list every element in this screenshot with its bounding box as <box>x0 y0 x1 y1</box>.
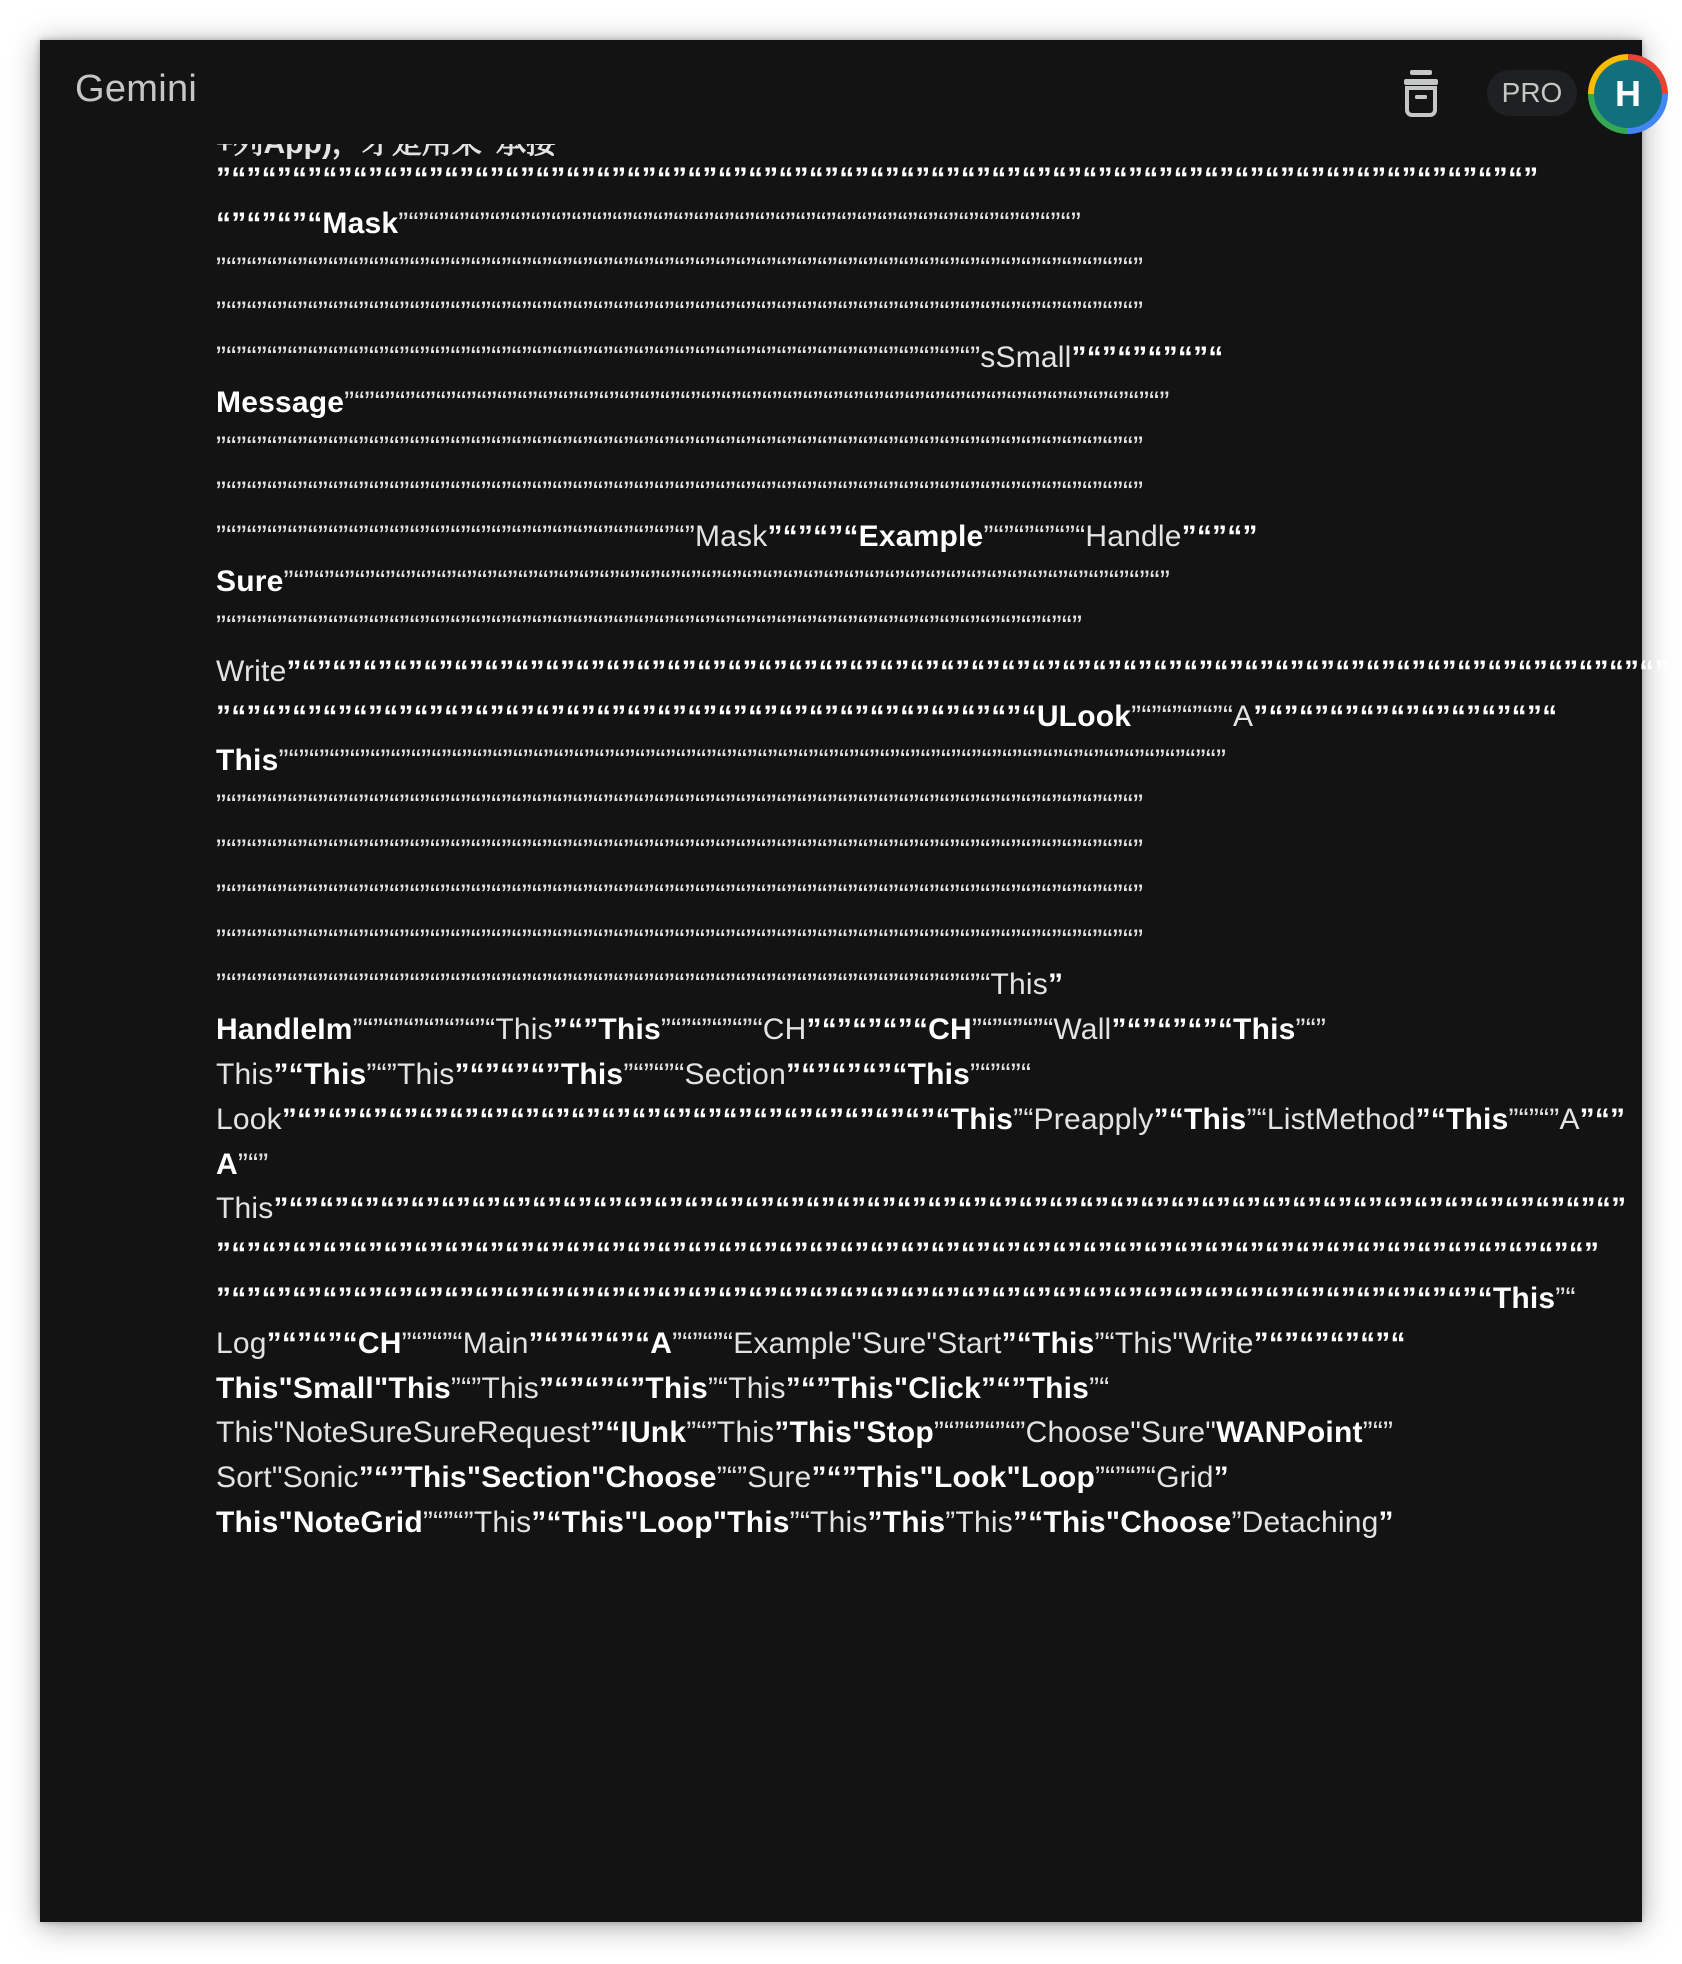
bold-text-segment: ” <box>1047 968 1064 1002</box>
text-line <box>216 431 1143 465</box>
bold-text-segment: Click <box>908 1371 981 1405</box>
text-segment: ”“” <box>1295 1013 1327 1047</box>
bold-text-segment: This <box>727 1506 790 1539</box>
text-segment: ”“”“”“”“”“”“”“”“”“”“”“”“”“”“”“”“”“”“”“”“”“”“”“”“”“”“”“”“”“”“”“”“”“”“”“”“”“”“”“”“”“”“”“”“”“” <box>216 251 1144 285</box>
bold-text-segment: ”“”“”“”“”“”“”“”“”“”“”“”“”“”“”“”“”“”“”“”“”“”“”“”“”“”“”“ <box>216 699 1037 733</box>
bold-text-segment: “”“”“”“ <box>216 206 323 240</box>
text-segment: Example <box>733 1326 852 1360</box>
bold-text-segment: Section <box>481 1461 592 1495</box>
text-segment: This <box>495 1013 553 1047</box>
text-segment: ”“ <box>707 1371 729 1405</box>
bold-text-segment: " <box>712 1506 728 1539</box>
text-segment: This <box>216 1058 274 1091</box>
text-segment: Mask <box>694 520 768 554</box>
bold-text-segment: This <box>388 1371 451 1405</box>
bold-text-segment: ”“”“”“”“”“ <box>1253 1326 1406 1360</box>
bold-text-segment: " <box>278 1506 293 1539</box>
text-segment: ”“”“” <box>1508 1102 1560 1136</box>
text-segment: Choose <box>1025 1416 1131 1450</box>
bold-text-segment: " <box>1006 1461 1021 1495</box>
bold-text-segment: IUnk <box>620 1416 687 1450</box>
text-segment: Handle <box>1085 520 1182 554</box>
bold-text-segment: A <box>650 1326 673 1360</box>
bold-text-segment: This <box>1233 1013 1296 1047</box>
text-segment: ”“”“”“”“”“”“”“ <box>352 1013 496 1047</box>
text-segment: ”“”“”“”“”“”“”“”“”“”“”“”“”“”“”“”“”“”“”“”“”“”“”“”“”“”“”“”“”“”“”“”“”“”“”“”“”“”“”“”“”“”“”“”“”“”“” <box>278 744 1227 778</box>
text-line <box>216 1327 1406 1361</box>
text-segment: ”“”“”“ <box>970 1058 1032 1091</box>
text-segment: ”“”“”“”“” <box>933 1416 1026 1450</box>
bold-text-segment: ” <box>867 1506 883 1539</box>
text-segment: sSmall <box>980 341 1072 375</box>
bold-text-segment: This <box>1026 1371 1090 1405</box>
bold-text-segment: ”“”“”“” <box>538 1371 646 1405</box>
text-line <box>216 207 1081 241</box>
bold-text-segment: Example <box>858 520 984 554</box>
bold-text-segment: ”“”“”“”“”“”“”“”“”“”“”“”“”“”“”“”“”“”“”“”“”“”“”“”“”“”“”“”“”“”“”“”“”“”“”“”“”“”“”“”“”“”“”“”“”“” <box>216 1237 1600 1271</box>
text-segment: ”“”“”“”“ <box>971 1013 1054 1047</box>
text-segment: ”“”“”“”“”“”“”“”“”“”“”“”“”“”“”“”“”“”“”“”“”“”“”“”“”“”“”“”“”“”“”“”“”“”“”“”“”“”“”“”“”“”“”“”“”“” <box>216 923 1144 957</box>
text-segment: ”“” <box>686 1416 717 1450</box>
bold-text-segment: This <box>303 1058 367 1091</box>
text-segment: ”“”“”“”“”“”“”“”“”“”“”“”“”“”“”“”“”“”“”“”“”“”“”“”“”“”“”“”“”“”“”“”“”“”“”“”“”“”“”“”“” <box>344 386 1170 419</box>
response-text <box>216 144 1670 1922</box>
text-segment: NoteSureSureRequest <box>284 1416 590 1450</box>
bold-text-segment: ”“ <box>273 1058 304 1091</box>
bold-text-segment: ”“” <box>980 1371 1027 1405</box>
bold-text-segment: ”“” <box>811 1461 858 1495</box>
text-segment: ”“ <box>1246 1102 1267 1136</box>
bold-text-segment: ”“ <box>1153 1102 1184 1136</box>
text-segment: Sure <box>862 1326 927 1360</box>
text-segment: Sure <box>1141 1416 1206 1450</box>
bold-text-segment: ”“”“”“”“ <box>806 1013 929 1047</box>
text-segment: ”“”“”“ <box>401 1326 463 1360</box>
bold-text-segment: CH <box>357 1326 402 1360</box>
text-segment: ”“”“”“”“”“”“”“”“”“”“”“”“”“”“”“”“”“”“”“”“”“”“”“”“”“”“”“”“”“”“”“”“”“”“”“”“”“”“”“”“”“”“”“”“”“” <box>216 430 1144 464</box>
text-segment: " <box>851 1326 863 1360</box>
text-segment: ”“”“”“”“”“”“”“”“”“”“”“”“”“”“”“”“”“”“”“”“”“”“”“” <box>216 520 695 554</box>
avatar[interactable] <box>1588 54 1668 134</box>
bold-text-segment: ” <box>774 1416 790 1450</box>
bold-text-segment: This <box>645 1371 708 1405</box>
text-segment: ”“”“” <box>422 1506 474 1539</box>
text-segment: This <box>716 1416 775 1450</box>
text-segment: Wall <box>1053 1013 1112 1047</box>
text-segment: A <box>1233 699 1254 733</box>
bold-text-segment: This <box>857 1461 920 1495</box>
text-segment: This <box>810 1506 868 1539</box>
bold-text-segment: ”“ <box>1001 1326 1032 1360</box>
text-line <box>216 1372 1109 1406</box>
text-segment: Sort <box>216 1461 272 1495</box>
text-segment: ”“” <box>366 1058 397 1091</box>
text-segment: Write <box>1183 1326 1254 1360</box>
text-line <box>216 162 1538 196</box>
text-segment: ”“ <box>1555 1282 1576 1315</box>
bold-text-segment: ”“” <box>785 1371 832 1405</box>
bold-text-segment: " <box>373 1371 389 1405</box>
bold-text-segment: This <box>789 1416 852 1450</box>
text-segment: A <box>1559 1102 1580 1136</box>
bold-text-segment: This <box>1446 1102 1509 1136</box>
bold-text-segment: ”“”“”“”“ <box>1111 1013 1234 1047</box>
bold-text-segment: This <box>560 1058 624 1091</box>
text-segment: ”“ <box>789 1506 811 1539</box>
text-segment: ”“”“”“ <box>1094 1461 1157 1495</box>
text-segment: Section <box>684 1058 786 1091</box>
bold-text-segment: ”“”“”“”“ <box>785 1058 908 1091</box>
text-line <box>216 1192 1626 1226</box>
bold-text-segment: Choose <box>1120 1506 1232 1539</box>
bold-text-segment: " <box>278 1371 293 1405</box>
text-segment: ”“” <box>1362 1416 1394 1450</box>
text-line <box>216 1282 1576 1316</box>
text-segment: ”“”“”“ <box>623 1058 685 1091</box>
bold-text-segment: " <box>466 1461 482 1495</box>
text-line <box>216 386 1170 420</box>
text-segment: " <box>1172 1326 1184 1360</box>
text-segment: This <box>216 1192 274 1226</box>
bold-text-segment: ”“”“”“ <box>266 1326 358 1360</box>
bold-text-segment: ”“”“”“”“”“”“”“”“”“”“”“”“”“”“”“”“”“”“”“”“”“”“”“”“”“”“”“”“”“”“”“”“”“”“”“”“”“”“”“”“”“”“”“”“”“” <box>286 654 1670 688</box>
pro-badge[interactable]: PRO <box>1487 70 1577 116</box>
text-segment: This <box>955 1506 1013 1539</box>
text-segment: ”“”“”“”“”“”“”“”“”“”“”“”“”“”“”“”“”“”“”“”“”“”“”“”“”“”“”“”“”“”“”“”“”“”“”“”“”“”“”“”“”“”“”“”“”“” <box>216 296 1144 330</box>
text-segment: ”“”“”“”“”“”“”“”“”“”“”“”“”“”“”“”“”“”“”“”“”“”“”“”“”“”“”“”“”“”“”“”“”“”“”“”“”“”“”“”“”“”“”“”“”“” <box>216 878 1144 912</box>
text-segment: Sonic <box>282 1461 359 1495</box>
bold-text-segment: ”“” <box>552 1013 599 1047</box>
text-segment: ”“”“”“”“”“”“”“”“”“”“”“”“”“”“”“”“”“”“”“”“”“”“”“”“”“”“”“”“”“”“”“”“”“”“”“”“”“”“”“”“”“”“”“”“”“” <box>216 834 1144 867</box>
bold-text-segment: ” <box>1213 1461 1229 1495</box>
text-line <box>216 1013 1326 1047</box>
text-segment: " <box>926 1326 938 1360</box>
text-segment: Start <box>937 1326 1002 1360</box>
bold-text-segment: Choose <box>605 1461 717 1495</box>
bold-text-segment: " <box>893 1371 909 1405</box>
text-line <box>216 341 1224 375</box>
text-segment: ”“”“”“”“”“”“”“”“”“”“”“”“”“”“”“”“”“”“”“”“”“”“”“”“”“”“”“”“”“”“”“”“”“”“”“”“”“”“”“”“”“”“” <box>216 610 1083 643</box>
text-segment: " <box>273 1416 285 1450</box>
text-segment: ”“”“”“”“”“ <box>660 1013 763 1047</box>
bold-text-segment: ”“”“” <box>1181 520 1258 554</box>
top-bar <box>40 40 1642 144</box>
bold-text-segment: " <box>591 1461 606 1495</box>
bold-text-segment: This <box>216 744 279 778</box>
bold-text-segment: ”“”“”“”“ <box>528 1326 651 1360</box>
bold-text-segment: Loop <box>1020 1461 1095 1495</box>
text-line <box>216 700 1557 734</box>
text-segment: ”“”“”“”“”“”“”“”“”“”“”“”“”“”“”“”“”“”“”“”“”“”“”“”“”“”“”“”“”“”“”“”“”“”“”“”“”“”“”“”“”“”“”“”“”“” <box>216 475 1144 509</box>
bold-text-segment: ”“ <box>1012 1506 1044 1539</box>
bold-text-segment: ULook <box>1036 699 1132 733</box>
bold-text-segment: This <box>907 1058 971 1091</box>
text-line <box>216 1416 1393 1450</box>
text-segment: ”“” <box>450 1371 482 1405</box>
bold-text-segment: This <box>831 1371 894 1405</box>
bold-text-segment: ”“ <box>590 1416 621 1450</box>
trash-bin-icon[interactable] <box>1398 66 1444 118</box>
text-line <box>216 610 1082 644</box>
text-segment: Main <box>462 1326 529 1360</box>
bold-text-segment: NoteGrid <box>292 1506 423 1539</box>
text-line <box>216 924 1143 958</box>
text-segment: This <box>396 1058 455 1091</box>
text-line <box>216 879 1143 913</box>
bold-text-segment: ”“”“”“ <box>767 520 859 554</box>
text-line <box>216 296 1143 330</box>
text-segment: This <box>728 1371 786 1405</box>
text-segment: ”“”“”“”“”“”“”“”“”“”“”“”“”“”“”“”“”“”“”“”“”“”“”“”“”“”“”“”“”“”“”“”“”“”“”“”“”“”“ <box>216 968 991 1002</box>
bold-text-segment: " <box>1105 1506 1121 1539</box>
text-segment: This <box>990 968 1048 1002</box>
text-segment: ”“ <box>1089 1371 1110 1405</box>
text-segment: ”“ <box>1013 1102 1034 1136</box>
bold-text-segment: This <box>216 1371 279 1405</box>
bold-text-segment: Sure <box>216 565 284 599</box>
text-line <box>216 1506 1394 1540</box>
text-segment: This <box>216 1416 274 1450</box>
bold-text-segment: ” <box>1378 1506 1394 1539</box>
bold-text-segment: Mask <box>322 206 399 240</box>
bold-text-segment: ”“ <box>531 1506 562 1539</box>
text-line <box>216 655 1670 689</box>
bold-text-segment: This <box>216 1506 279 1539</box>
text-line <box>216 520 1258 554</box>
bold-text-segment: ”“”“”“”“”“”“”“”“”“”“”“”“”“”“”“”“”“”“”“”“”“”“”“”“”“”“”“”“”“”“”“”“”“”“”“”“”“”“”“”“”“”“”“” <box>216 162 1539 195</box>
text-segment: ”“”“”“”“”“”“”“”“”“”“”“”“”“”“”“”“”“”“”“”“”“”“”“”“”“”“”“”“”“”“”“”“”“”“”“”“”“”“”“”“”“”“”“” <box>283 565 1171 599</box>
text-segment: Write <box>216 654 287 688</box>
text-segment: ”“”“”“”“”“”“”“”“”“”“”“”“”“”“”“”“”“”“”“”“”“”“”“”“”“”“”“”“”“”“”“”“”“” <box>398 206 1082 240</box>
bold-text-segment: " <box>851 1416 867 1450</box>
bold-text-segment: ”“”“”“”“”“”“”“”“”“”“”“”“”“”“”“”“”“”“”“”“”“”“”“”“”“”“”“”“”“”“”“”“”“”“”“”“”“”“”“”“”“”“ <box>216 1282 1493 1315</box>
text-segment: ”“”“”“”“”“ <box>983 520 1086 554</box>
text-segment: Sure <box>747 1461 812 1495</box>
text-segment: ”“” <box>716 1461 748 1495</box>
text-line <box>216 744 1226 778</box>
text-line <box>216 1461 1229 1495</box>
bold-text-segment: CH <box>928 1013 972 1047</box>
text-line <box>216 565 1170 599</box>
text-segment: ListMethod <box>1266 1102 1416 1136</box>
text-segment: This <box>473 1506 532 1539</box>
bold-text-segment: This <box>561 1506 625 1539</box>
text-segment: Preapply <box>1033 1102 1154 1136</box>
text-segment: ”“ <box>1094 1326 1115 1360</box>
text-segment: Log <box>216 1326 267 1360</box>
avatar-initial: H <box>1594 60 1662 128</box>
bold-text-segment: HandleIm <box>216 1013 353 1047</box>
text-line <box>216 1058 1031 1092</box>
text-line <box>216 252 1143 286</box>
text-segment: " <box>1130 1416 1142 1450</box>
bold-text-segment: Look <box>933 1461 1007 1495</box>
text-line <box>216 1148 268 1182</box>
bold-text-segment: This <box>1032 1326 1095 1360</box>
text-segment: ”“”“”“”“”“”“”“”“”“”“”“”“”“”“”“”“”“”“”“”“”“”“”“”“”“”“”“”“”“”“”“”“”“”“”“”“”“”“”“”“”“”“”“”“”“” <box>216 789 1144 823</box>
bold-text-segment: ”“”“”“”“”“”“”“”“”“”“”“”“”“”“”“”“”“”“”“”“”“”“ <box>281 1102 951 1136</box>
bold-text-segment: This <box>1492 1282 1556 1315</box>
text-segment: Detaching <box>1241 1506 1379 1539</box>
text-segment: ”“”“”“”“”“ <box>1131 699 1234 733</box>
bold-text-segment: ”“” <box>358 1461 405 1495</box>
text-segment: ”“”“”“”“”“”“”“”“”“”“”“”“”“”“”“”“”“”“”“”“”“”“”“”“”“”“”“”“”“”“”“”“”“”“”“”“”“” <box>216 341 981 375</box>
text-segment: This <box>1114 1326 1173 1360</box>
bold-text-segment: Loop <box>638 1506 713 1539</box>
text-segment: ”“” <box>237 1147 269 1181</box>
bold-text-segment: Message <box>216 386 345 419</box>
text-segment: ” <box>1231 1506 1242 1539</box>
text-segment: ”“”“”“ <box>672 1326 734 1360</box>
app-title: Gemini <box>75 68 198 110</box>
text-segment: Grid <box>1156 1461 1214 1495</box>
bold-text-segment: WANPoint <box>1216 1416 1363 1450</box>
bold-text-segment: A <box>216 1147 238 1181</box>
bold-text-segment: ”“”“”“”“”“”“”“”“”“”“”“”“”“”“”“”“”“”“”“”“”“”“”“”“”“”“”“”“”“”“”“”“”“”“”“”“”“”“”“”“”“”“”“”“” <box>273 1192 1627 1226</box>
text-segment: " <box>271 1461 283 1495</box>
gemini-window <box>40 40 1670 1922</box>
bold-text-segment: This <box>598 1013 661 1047</box>
bold-text-segment: This <box>404 1461 467 1495</box>
bold-text-segment: ”“” <box>1579 1102 1626 1136</box>
bold-text-segment: " <box>624 1506 639 1539</box>
text-line <box>216 1237 1599 1271</box>
text-segment: Look <box>216 1102 282 1136</box>
text-line <box>216 1103 1625 1137</box>
bold-text-segment: " <box>919 1461 934 1495</box>
bold-text-segment: This <box>950 1102 1014 1136</box>
text-segment: ” <box>945 1506 956 1539</box>
bold-text-segment: ”“”“”“”“”“”“”“”“”“”“ <box>1253 699 1558 733</box>
text-line <box>216 789 1143 823</box>
text-line <box>216 834 1143 868</box>
text-line <box>216 968 1063 1002</box>
text-segment: This <box>481 1371 539 1405</box>
text-segment: " <box>1205 1416 1217 1450</box>
bold-text-segment: Stop <box>866 1416 934 1450</box>
bold-text-segment: This <box>1043 1506 1106 1539</box>
bold-text-segment: This <box>1183 1102 1247 1136</box>
bold-text-segment: ”“”“”“” <box>454 1058 561 1091</box>
text-line <box>216 476 1143 510</box>
bold-text-segment: Small <box>292 1371 374 1405</box>
bold-text-segment: ”“”“”“”“”“ <box>1071 341 1224 375</box>
bold-text-segment: This <box>882 1506 946 1539</box>
text-segment: CH <box>762 1013 807 1047</box>
bold-text-segment: ”“ <box>1415 1102 1446 1136</box>
